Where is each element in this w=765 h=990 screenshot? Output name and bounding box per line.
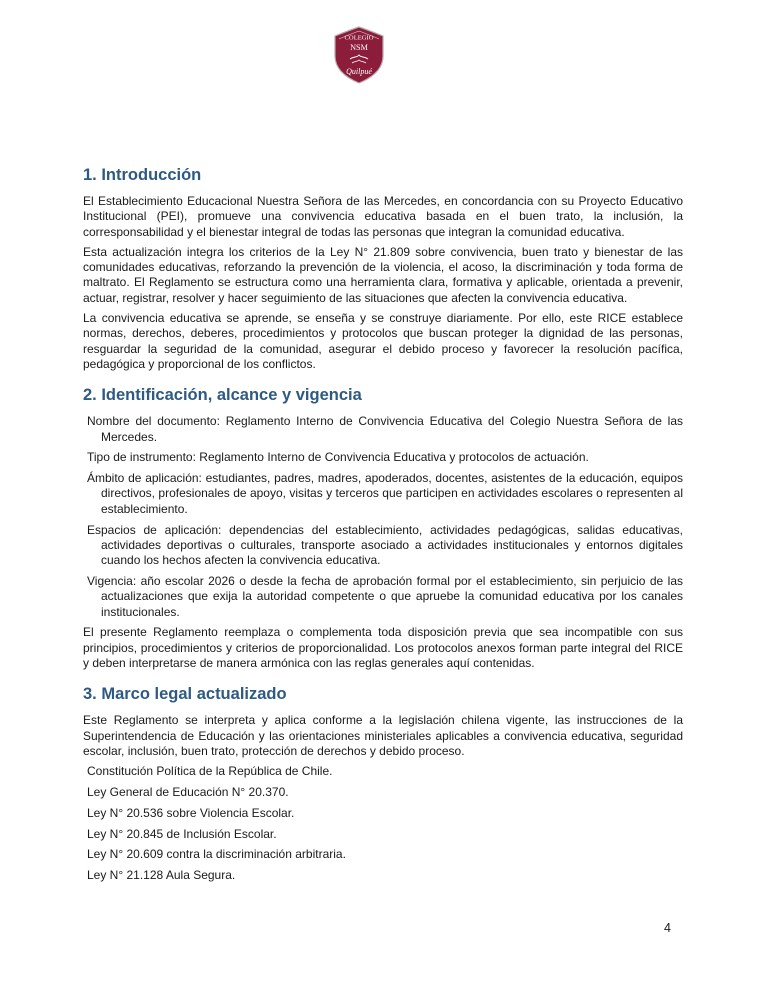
list-item: Constitución Política de la República de Chile.: [87, 764, 333, 779]
legal-framework-list: [83, 764, 683, 883]
list-item: Vigencia: año escolar 2026 o desde la fecha de aprobación formal por el establecimiento, sin perjuicio de las actualizaciones que exija la autoridad competente o que apruebe la comunidad educativa por los canales institucionales.: [87, 573, 683, 619]
logo-line1: COLEGIO: [344, 34, 374, 42]
identification-list: [83, 414, 683, 620]
paragraph: Esta actualización integra los criterios de la Ley N° 21.809 sobre convivencia, buen trato y bienestar de las comunidades educativas, reforzando la prevención de la violencia, el acoso, la discriminación y toda forma de maltrato. El Reglamento se estructura como una herramienta clara, formativa y aplicable, orientada a prevenir, actuar, registrar, resolver y hacer seguimiento de las situaciones que afecten la convivencia educativa.: [83, 244, 683, 305]
school-crest-logo: [331, 26, 387, 84]
paragraph: Este Reglamento se interpreta y aplica conforme a la legislación chilena vigente, las instrucciones de la Superintendencia de Educación y las orientaciones ministeriales aplicables a convivencia educativa, seguridad escolar, inclusión, buen trato, protección de derechos y debido proceso.: [83, 713, 683, 758]
list-item: Ley N° 20.609 contra la discriminación arbitraria.: [87, 847, 346, 862]
logo-line3: Quilpué: [346, 67, 372, 76]
section-heading-introduccion: 1. Introducción: [83, 166, 202, 184]
document-body: [83, 165, 683, 889]
section-heading-marco-legal: 3. Marco legal actualizado: [83, 685, 287, 704]
paragraph: La convivencia educativa se aprende, se enseña y se construye diariamente. Por ello, este RICE establece normas, derechos, deberes, procedimientos y protocolos que buscan proteger la dignidad de las personas, resguardar la seguridad de la comunidad, asegurar el debido proceso y favorecer la resolución pacífica, pedagógica y proporcional de los conflictos.: [83, 311, 683, 371]
paragraph: El Establecimiento Educacional Nuestra Señora de las Mercedes, en concordancia con su Proyecto Educativo Institucional (PEI), promueve una convivencia educativa basada en el buen trato, la inclusión, la corresponsabilidad y el bienestar integral de todas las personas que integran la comunidad educativa.: [83, 194, 683, 239]
list-item: Ley N° 20.845 de Inclusión Escolar.: [87, 826, 277, 841]
list-item: Espacios de aplicación: dependencias del establecimiento, actividades pedagógicas, salidas educativas, actividades deportivas o culturales, transporte asociado a actividades institucionales y entornos digitales cuando los hechos afecten la convivencia educativa.: [87, 522, 683, 568]
logo-line2: NSM: [350, 43, 368, 52]
list-item: Ley N° 21.128 Aula Segura.: [87, 868, 236, 883]
section-heading-identificacion: 2. Identificación, alcance y vigencia: [83, 386, 362, 405]
list-item: Nombre del documento: Reglamento Interno de Convivencia Educativa del Colegio Nuestra Señora de las Mercedes.: [87, 414, 683, 444]
list-item: Tipo de instrumento: Reglamento Interno de Convivencia Educativa y protocolos de actuación.: [87, 450, 589, 465]
list-item: Ley General de Educación N° 20.370.: [87, 784, 289, 799]
list-item: Ley N° 20.536 sobre Violencia Escolar.: [87, 805, 295, 820]
page-number: 4: [664, 921, 671, 935]
list-item: Ámbito de aplicación: estudiantes, padres, madres, apoderados, docentes, asistentes de la educación, equipos directivos, profesionales de apoyo, visitas y terceros que participen en actividades escolares o representen al establecimiento.: [87, 471, 683, 516]
paragraph: El presente Reglamento reemplaza o complementa toda disposición previa que sea incompatible con sus principios, procedimientos y criterios de proporcionalidad. Los protocolos anexos forman parte integral del RICE y deben interpretarse de manera armónica con las reglas generales aquí contenidas.: [83, 625, 683, 670]
